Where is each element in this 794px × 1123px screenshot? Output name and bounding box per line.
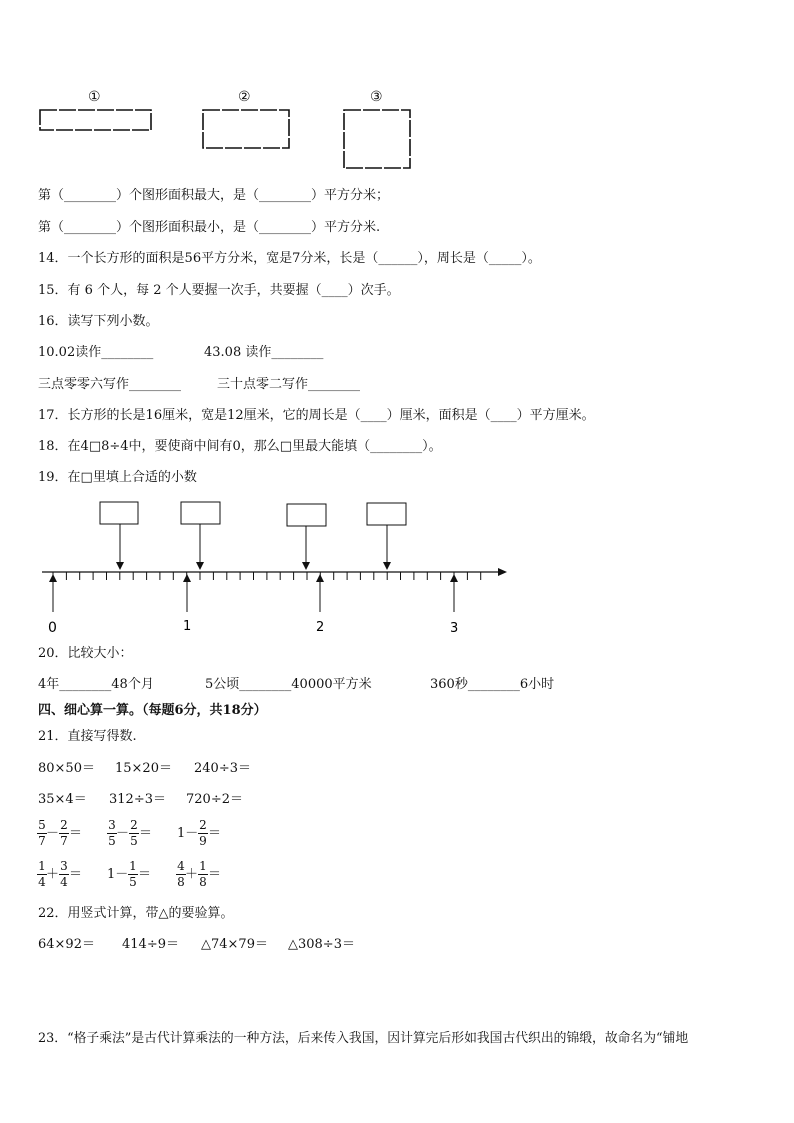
section-4-heading: 四、细心算一算。（每题6分，共18分） xyxy=(38,703,267,718)
answer-box-2 xyxy=(181,502,220,524)
calc-r2-1: 35×4＝ xyxy=(38,792,87,807)
q15: 15．有 6 个人，每 2 个人要握一次手，共要握（____）次手。 xyxy=(38,283,400,298)
frac-r3-3-eq: ＝ xyxy=(208,826,222,841)
calc-r5-2: 414÷9＝ xyxy=(122,937,179,952)
calc-r1-1: 80×50＝ xyxy=(38,761,95,776)
q17: 17．长方形的长是16厘米，宽是12厘米，它的周长是（____）厘米，面积是（____）平方厘米。 xyxy=(38,408,595,423)
frac-r3-1c: 2 7 xyxy=(60,818,68,848)
q19: 19．在□里填上合适的小数 xyxy=(38,470,197,485)
q16-c: 三点零零六写作________ xyxy=(38,377,182,392)
calc-r5-1: 64×92＝ xyxy=(38,937,95,952)
q16-a: 10.02读作________ xyxy=(38,345,154,360)
shape-label-3: ③ xyxy=(370,89,383,105)
nl-label-2: 2 xyxy=(316,620,325,635)
frac-r4-2-eq: ＝ xyxy=(138,867,152,882)
nl-label-1: 1 xyxy=(183,619,192,634)
frac-r3-1-op: － xyxy=(46,826,60,841)
q14: 14．一个长方形的面积是56平方分米，宽是7分米，长是（______），周长是（_____）。 xyxy=(38,251,541,266)
frac-r4-1a: 1 4 xyxy=(38,859,46,889)
frac-r3-1-eq: ＝ xyxy=(69,826,83,841)
frac-r4-1-op: ＋ xyxy=(46,867,60,882)
q20-a: 4年________48个月 xyxy=(38,677,154,692)
frac-r3-2a: 3 5 xyxy=(108,818,116,848)
frac-r3-3-lead: 1－ xyxy=(177,826,199,841)
calc-r5-3: △74×79＝ xyxy=(201,937,268,952)
answer-box-4 xyxy=(367,503,406,525)
shape-label-1: ① xyxy=(88,89,101,105)
q20-c: 360秒________6小时 xyxy=(430,677,555,692)
frac-r4-3a: 4 8 xyxy=(177,859,185,889)
nl-label-0: 0 xyxy=(48,620,57,636)
calc-r1-3: 240÷3＝ xyxy=(194,761,251,776)
q21: 21．直接写得数. xyxy=(38,729,137,744)
frac-r4-2c: 1 5 xyxy=(129,859,137,889)
q20-b: 5公顷________40000平方米 xyxy=(205,677,372,692)
calc-r2-2: 312÷3＝ xyxy=(109,792,166,807)
calc-r5-4: △308÷3＝ xyxy=(288,937,355,952)
frac-r3-3c: 2 9 xyxy=(199,818,207,848)
answer-box-1 xyxy=(100,502,138,524)
frac-r4-1-eq: ＝ xyxy=(69,867,83,882)
frac-r4-3-eq: ＝ xyxy=(208,867,222,882)
frac-r4-3-op: ＋ xyxy=(185,867,199,882)
q23: 23．“格子乘法”是古代计算乘法的一种方法，后来传入我国，因计算完后形如我国古代织出的锦缎，故命名为“铺地 xyxy=(38,1031,689,1046)
frac-r3-1a: 5 7 xyxy=(38,818,46,848)
shape-label-2: ② xyxy=(238,89,251,105)
calc-r1-2: 15×20＝ xyxy=(115,761,172,776)
calc-r2-3: 720÷2＝ xyxy=(186,792,243,807)
frac-r4-3c: 1 8 xyxy=(199,859,207,889)
q20: 20．比较大小： xyxy=(38,646,133,661)
nl-label-3: 3 xyxy=(450,621,459,636)
frac-r4-1c: 3 4 xyxy=(60,859,68,889)
q16: 16．读写下列小数。 xyxy=(38,314,159,329)
q13-line-b: 第（________）个图形面积最小，是（________）平方分米. xyxy=(38,220,381,235)
q13-line-a: 第（________）个图形面积最大，是（________）平方分米； xyxy=(38,188,390,203)
answer-box-3 xyxy=(287,504,326,526)
frac-r3-2c: 2 5 xyxy=(130,818,138,848)
frac-r4-2-lead: 1－ xyxy=(107,867,129,882)
q16-b: 43.08 读作________ xyxy=(204,345,324,360)
frac-r3-2-op: － xyxy=(116,826,130,841)
q18: 18．在4□8÷4中，要使商中间有0，那么□里最大能填（________）。 xyxy=(38,439,442,454)
q22: 22．用竖式计算，带△的要验算。 xyxy=(38,906,234,921)
q16-d: 三十点零二写作________ xyxy=(217,377,361,392)
frac-r3-2-eq: ＝ xyxy=(139,826,153,841)
